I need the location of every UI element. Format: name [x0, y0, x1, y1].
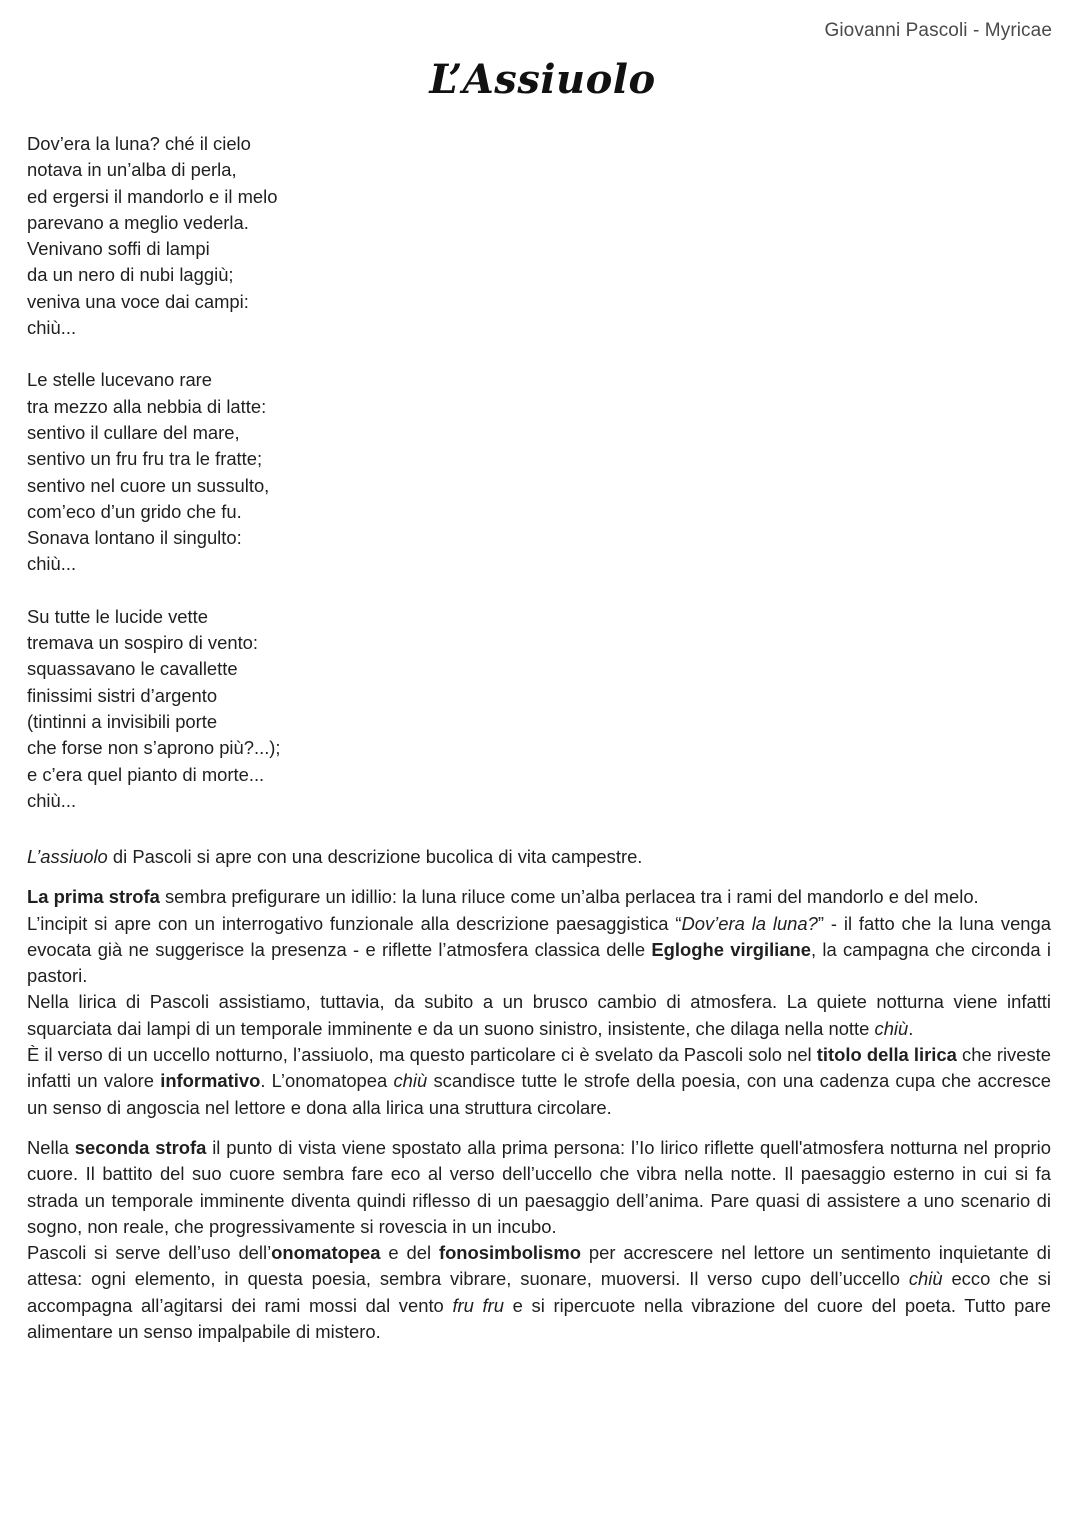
- verse: finissimi sistri d’argento: [27, 684, 218, 706]
- text-run: L’incipit si apre con un interrogativo funzionale alla descrizione paesaggistica “: [27, 912, 682, 934]
- verse: ed ergersi il mandorlo e il melo: [27, 185, 278, 207]
- italic-phrase: fru fru: [452, 1294, 505, 1316]
- verse: notava in un’alba di perla,: [27, 159, 237, 181]
- italic-phrase: L’assiuolo: [27, 846, 108, 867]
- text-run: il punto di vista viene spostato alla prima persona: l’Io lirico riflette quell'atmosfera notturna nel proprio cuore. Il battito del suo cuore sembra fare eco al verso dell’uccello che vibra nella notte. Il paesaggio esterno in cui si fa strada un temporale imminente diventa quindi riflesso di un paesaggio dell’anima. Pare quasi di assistere a uno scenario di sogno, non reale, che progressivamente si rovescia in un incubo.: [27, 1136, 1051, 1237]
- verse: Sonava lontano il singulto:: [27, 527, 242, 549]
- bold-phrase: Egloghe virgiliane: [651, 938, 811, 960]
- commentary-first-stanza-paragraph: [27, 884, 1051, 1121]
- italic-phrase: chiù: [908, 1268, 943, 1290]
- text-run: ” - il fatto che la luna venga evocata già ne suggerisce la presenza - e riflette l’atmosfera classica delle: [27, 912, 1051, 960]
- verse: chiù...: [27, 317, 77, 339]
- italic-phrase: chiù: [393, 1070, 428, 1092]
- verse: Le stelle lucevano rare: [27, 369, 213, 391]
- commentary: [27, 844, 1051, 1345]
- text-run: sembra prefigurare un idillio: la luna riluce come un’alba perlacea tra i rami del mandorlo e del melo.: [159, 886, 979, 908]
- text-run: e si ripercuote nella vibrazione del cuore del poeta. Tutto pare alimentare un senso impalpabile di mistero.: [27, 1294, 1051, 1343]
- poem: [27, 131, 527, 840]
- poem-stanza-2: [27, 367, 527, 577]
- text-run: Nella: [27, 1136, 75, 1158]
- text-run: , la campagna che circonda i pastori.: [27, 938, 1051, 987]
- poem-stanza-1: [27, 131, 527, 341]
- verse: sentivo il cullare del mare,: [27, 421, 240, 443]
- bold-phrase: titolo della lirica: [816, 1044, 957, 1066]
- verse: parevano a meglio vederla.: [27, 211, 249, 233]
- italic-phrase: chiù: [874, 1017, 909, 1039]
- verse: sentivo un fru fru tra le fratte;: [27, 448, 263, 470]
- verse: sentivo nel cuore un sussulto,: [27, 474, 270, 496]
- text-run: .: [908, 1017, 914, 1039]
- bold-phrase: informativo: [160, 1070, 261, 1092]
- verse: tremava un sospiro di vento:: [27, 632, 259, 654]
- paragraph-gap: [27, 1121, 1051, 1135]
- page-title: L’Assiuolo: [429, 56, 656, 103]
- verse: da un nero di nubi laggiù;: [27, 264, 234, 286]
- text-run: ecco che si accompagna all’agitarsi dei rami mossi dal vento: [27, 1268, 1051, 1316]
- text-run: Pascoli si serve dell’uso dell’: [27, 1242, 272, 1264]
- bold-phrase: fonosimbolismo: [438, 1242, 581, 1264]
- text-run: scandisce tutte le strofe della poesia, con una cadenza cupa che accresce un senso di angoscia nel lettore e dona alla lirica una struttura circolare.: [27, 1070, 1051, 1118]
- text-run: È il verso di un uccello notturno, l’assiuolo, ma questo particolare ci è svelato da Pascoli solo nel: [27, 1044, 817, 1066]
- verse: Su tutte le lucide vette: [27, 605, 208, 627]
- verse: che forse non s’aprono più?...);: [27, 737, 281, 759]
- header-author-work: Giovanni Pascoli - Myricae: [824, 20, 1052, 41]
- verse: Venivano soffi di lampi: [27, 238, 210, 260]
- bold-phrase: onomatopea: [271, 1242, 381, 1264]
- text-run: . L’onomatopea: [260, 1070, 394, 1092]
- text-run: che riveste infatti un valore: [27, 1044, 1051, 1092]
- verse: Dov’era la luna? ché il cielo: [27, 133, 251, 154]
- text-run: per accrescere nel lettore un sentimento inquietante di attesa: ogni elemento, in questa poesia, sembra vibrare, suonare, muoversi. Il verso cupo dell’uccello: [27, 1242, 1051, 1290]
- text-run: Nella lirica di Pascoli assistiamo, tuttavia, da subito a un brusco cambio di atmosfera. La quiete notturna viene infatti squarciata dai lampi di un temporale imminente e da un suono sinistro, insistente, che dilaga nella notte: [27, 991, 1051, 1039]
- poem-stanza-3: [27, 604, 527, 814]
- verse: chiù...: [27, 789, 77, 811]
- verse: chiù...: [27, 553, 77, 575]
- commentary-intro-paragraph: [27, 844, 1051, 870]
- italic-phrase: Dov’era la luna?: [681, 912, 818, 934]
- verse: veniva una voce dai campi:: [27, 290, 249, 312]
- verse: e c’era quel pianto di morte...: [27, 763, 265, 785]
- verse: (tintinni a invisibili porte: [27, 710, 218, 732]
- verse: squassavano le cavallette: [27, 658, 238, 680]
- text-run: di Pascoli si apre con una descrizione bucolica di vita campestre.: [107, 846, 643, 867]
- verse: tra mezzo alla nebbia di latte:: [27, 395, 267, 417]
- bold-phrase: La prima strofa: [27, 886, 160, 908]
- verse: com’eco d’un grido che fu.: [27, 500, 242, 522]
- bold-phrase: seconda strofa: [74, 1136, 207, 1158]
- paragraph-gap: [27, 870, 1051, 884]
- text-run: e del: [380, 1242, 439, 1264]
- commentary-second-stanza-paragraph: [27, 1135, 1051, 1345]
